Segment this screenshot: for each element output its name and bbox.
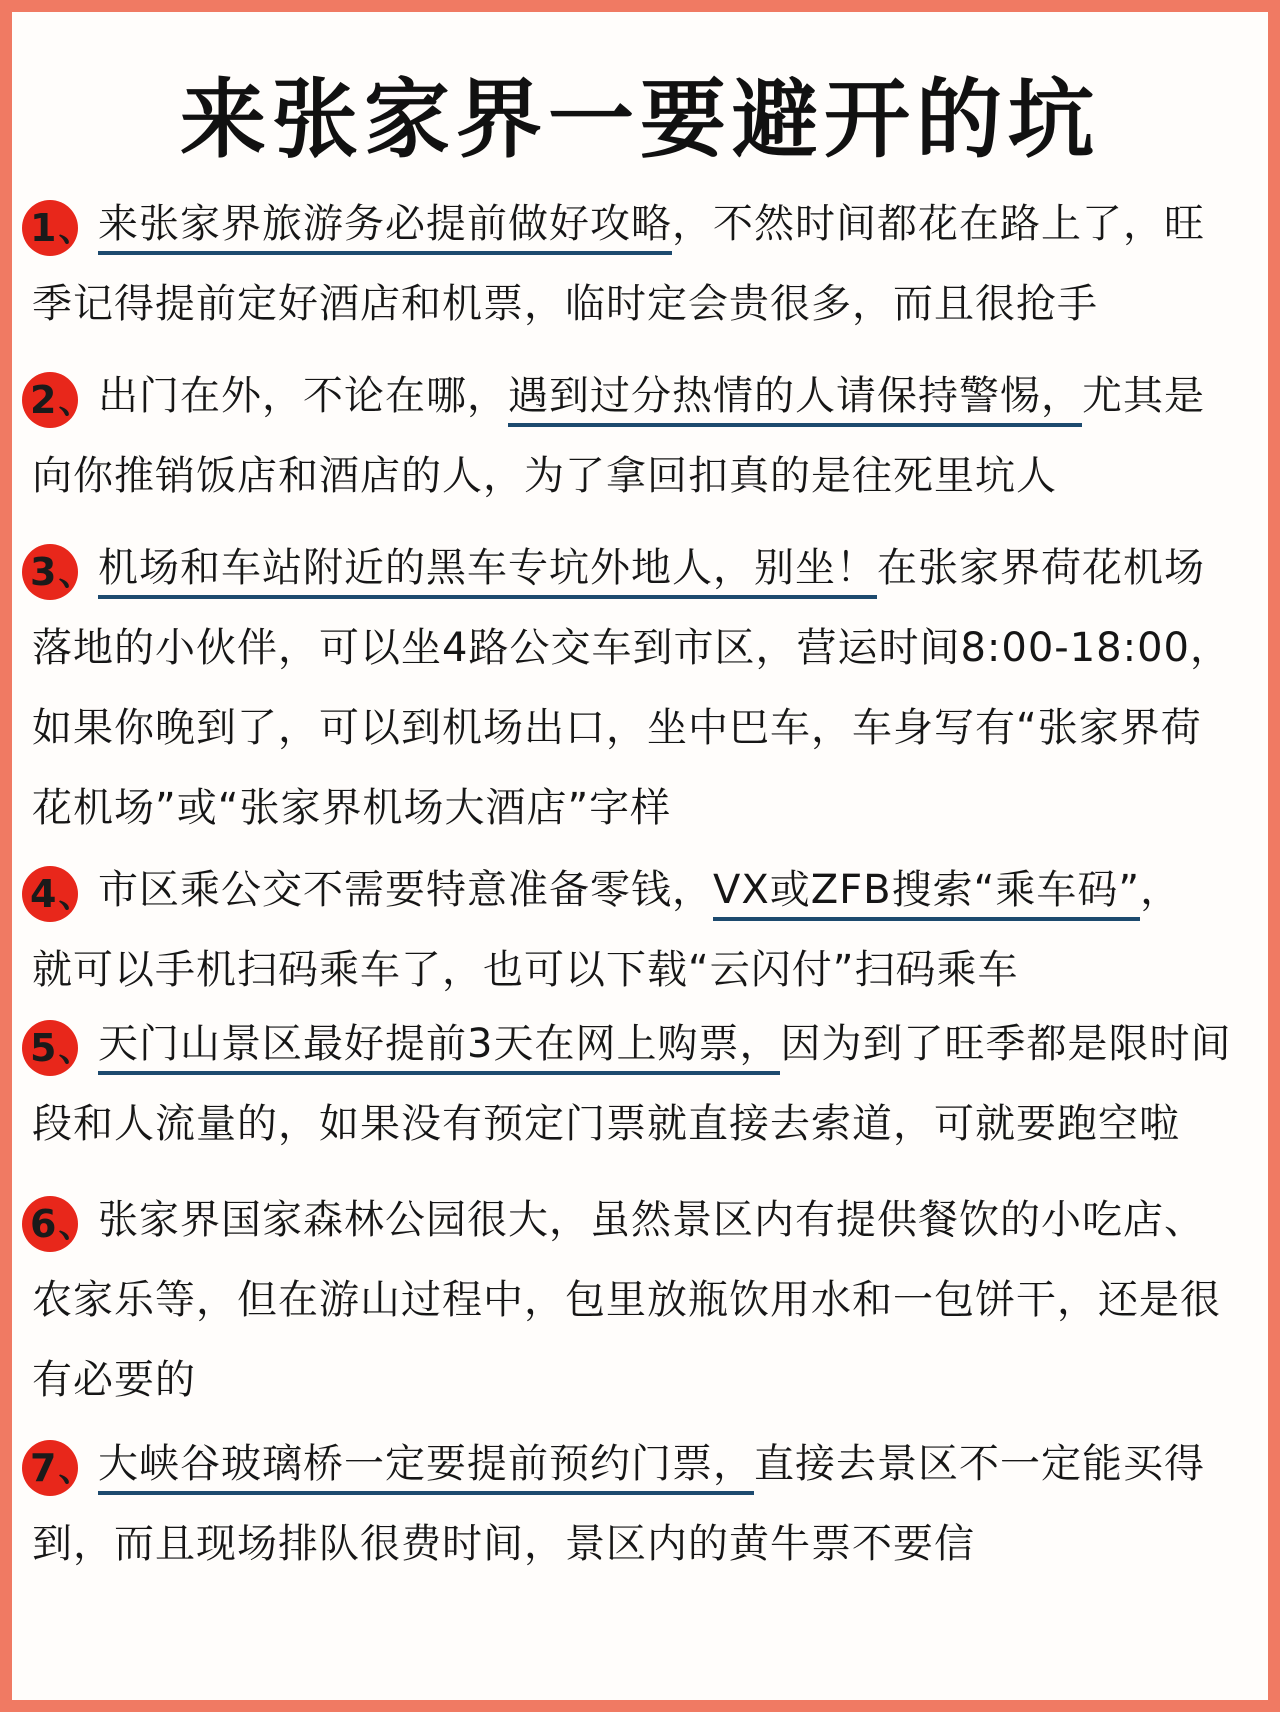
number-badge: 2、: [22, 372, 78, 428]
highlight-text: 来张家界旅游务必提前做好攻略: [98, 201, 672, 255]
number-badge: 4、: [22, 866, 78, 922]
poster-card: 来张家界一要避开的坑 1、 来张家界旅游务必提前做好攻略，不然时间都花在路上了，旺 季记得提前定好酒店和机票，临时定会贵很多，而且很抢手 2、 出门在外，不论在哪，遇到过分热情的人请保持警惕，尤其是 向你推销饭店和酒店的人，为了拿回扣真的是往死里坑人 3、 机场和车站附近的黑车专坑外地人，别坐！在张家界荷花机场 落地的小伙伴，可以坐4路公交车到市区，营运时间8:00-18:00， 如果你晚到了，可以到机场出口，坐中巴车，车身写有“张家界荷 花机场”或“张家界机场大酒店”字样 4、 市区乘公交不需要特意准备零钱，VX或ZFB搜索“乘车码”， 就可以手机扫码乘车了，也可以下载“云闪付”扫码乘车 5、 天门山景区最好提前3天在网上购票，因为到了旺季都是限时间 段和人流量的，如果没有预定门票就直接去索道，可就要跑空啦 6、 张家界国家森林公园很大，虽然景区内有提供餐饮的小吃店、 农家乐等，但在游山过程中，包里放瓶饮用水和一包饼干，还是很 有必要的 7、 大峡谷玻璃桥一定要提前预约门票，直接去景区不一定能买得 到，而且现场排队很费时间，景区内的黄牛票不要信: [12, 12, 1268, 1700]
number-badge: 7、: [22, 1440, 78, 1496]
number-badge: 1、: [22, 200, 78, 256]
highlight-text: 遇到过分热情的人请保持警惕，: [508, 373, 1082, 427]
number-badge: 5、: [22, 1020, 78, 1076]
highlight-text: 天门山景区最好提前3天在网上购票，: [98, 1021, 780, 1075]
highlight-text: 大峡谷玻璃桥一定要提前预约门票，: [98, 1441, 754, 1495]
page-title: 来张家界一要避开的坑: [180, 70, 1100, 170]
number-badge: 6、: [22, 1196, 78, 1252]
number-badge: 3、: [22, 544, 78, 600]
highlight-text: 机场和车站附近的黑车专坑外地人，别坐！: [98, 545, 877, 599]
highlight-text: VX或ZFB搜索“乘车码”: [713, 867, 1140, 921]
